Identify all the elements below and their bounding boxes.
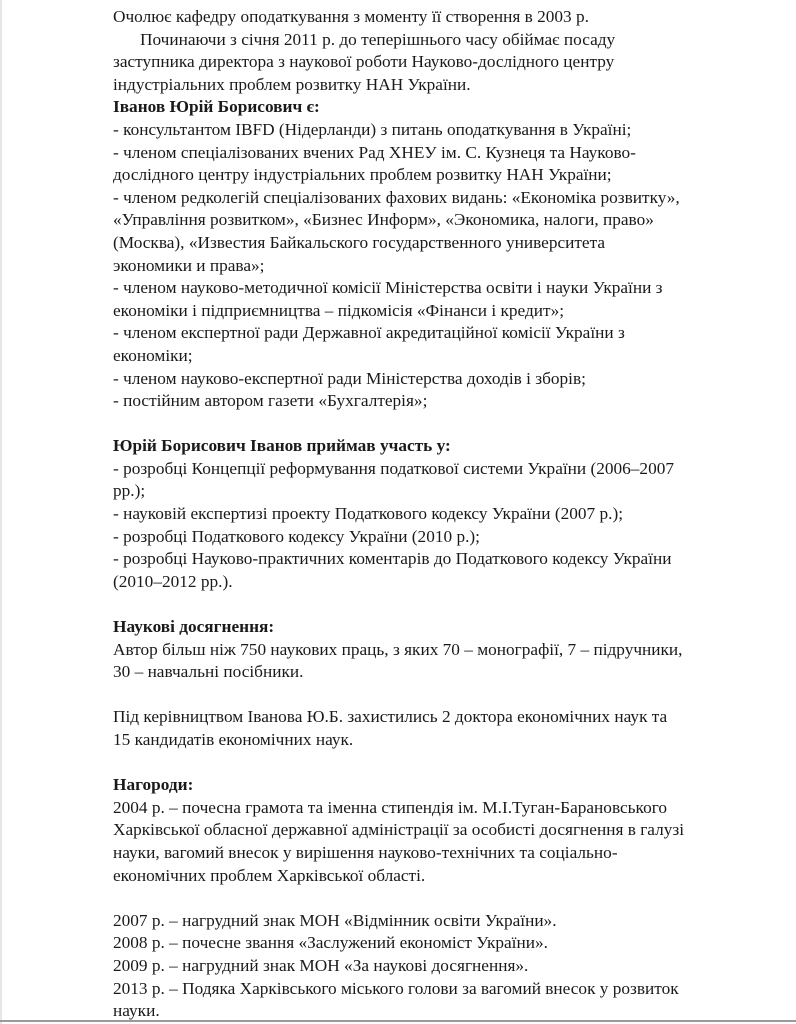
award-line: економічних проблем Харківської області. [113, 865, 426, 885]
document-body [113, 6, 733, 1023]
award-line: науки, вагомий внесок у вирішення науково-технічних та соціально- [113, 842, 618, 862]
scan-bottom-border [0, 1020, 796, 1022]
award-line: Харківської обласної державної адміністрації за особисті досягнення в галузі [113, 820, 685, 840]
participation-line: - розробці Концепції реформування податкової системи України (2006–2007 [113, 458, 674, 478]
membership-line: дослідного центру індустріальних проблем розвитку НАН України; [113, 165, 612, 185]
participation-line: - розробці Науково-практичних коментарів до Податкового кодексу України [113, 549, 672, 569]
membership-line: - членом науково-методичної комісії Міністерства освіти і науки України з [113, 278, 663, 298]
position-line: Починаючи з січня 2011 р. до теперішнього часу обіймає посаду [140, 29, 616, 49]
membership-line: - членом науково-експертної ради Міністерства доходів і зборів; [113, 368, 586, 388]
award-line: 2004 р. – почесна грамота та іменна стипендія ім. М.І.Туган-Барановського [113, 797, 668, 817]
membership-line: «Управління розвитком», «Бизнес Информ», «Экономика, налоги, право» [113, 210, 654, 230]
position-line: індустріальних проблем розвитку НАН України. [113, 74, 471, 94]
position-line: заступника директора з наукової роботи Науково-дослідного центру [113, 52, 615, 72]
supervision-line: 15 кандидатів економічних наук. [113, 730, 354, 749]
intro-line: Очолює кафедру оподаткування з моменту її створення в 2003 р. [113, 7, 589, 26]
membership-line: экономики и права»; [113, 255, 265, 275]
award-line: науки. [113, 1001, 160, 1021]
membership-line: - консультантом IBFD (Нідерланди) з питань оподаткування в Україні; [113, 119, 632, 139]
award-line: 2008 р. – почесне звання «Заслужений економіст України». [113, 933, 548, 953]
participation-line: рр.); [113, 481, 146, 501]
award-line: 2013 р. – Подяка Харківського міського голови за вагомий внесок у розвиток [113, 978, 679, 998]
position-paragraph [113, 29, 733, 97]
membership-line: - постійним автором газети «Бухгалтерія»; [113, 391, 428, 411]
participation-list [113, 458, 733, 594]
participation-line: (2010–2012 рр.). [113, 571, 233, 591]
award-line: 2009 р. – нагрудний знак МОН «За наукові досягнення». [113, 955, 529, 975]
award-2004 [113, 797, 733, 887]
supervision-text [113, 706, 733, 751]
awards-heading: Нагороди: [113, 775, 194, 795]
membership-line: економіки і підприємництва – підкомісія «Фінанси і кредит»; [113, 300, 565, 320]
supervision-line: Під керівництвом Іванова Ю.Б. захистились 2 доктора економічних наук та [113, 707, 668, 727]
scan-edge [0, 0, 2, 1024]
membership-line: - членом редколегій спеціалізованих фахових видань: «Економіка розвитку», [113, 187, 680, 207]
achievements-heading: Наукові досягнення: [113, 617, 275, 637]
participation-line: - науковій експертизі проекту Податкового кодексу України (2007 р.); [113, 504, 624, 524]
achievements-line: 30 – навчальні посібники. [113, 662, 304, 682]
membership-line: - членом спеціалізованих вчених Рад ХНЕУ ім. С. Кузнеця та Науково- [113, 142, 636, 162]
membership-line: економіки; [113, 345, 193, 365]
participation-heading: Юрій Борисович Іванов приймав участь у: [113, 436, 451, 456]
achievements-line: Автор більш ніж 750 наукових праць, з яких 70 – монографії, 7 – підручники, [113, 639, 683, 659]
membership-list [113, 119, 733, 413]
award-line: 2007 р. – нагрудний знак МОН «Відмінник освіти України». [113, 910, 557, 930]
membership-line: - членом експертної ради Державної акредитаційної комісії України з [113, 323, 625, 343]
participation-line: - розробці Податкового кодексу України (2010 р.); [113, 526, 480, 546]
membership-line: (Москва), «Известия Байкальского государственного университета [113, 232, 606, 252]
membership-heading: Іванов Юрій Борисович є: [113, 97, 320, 117]
awards-later [113, 910, 733, 1023]
achievements-text [113, 639, 733, 684]
